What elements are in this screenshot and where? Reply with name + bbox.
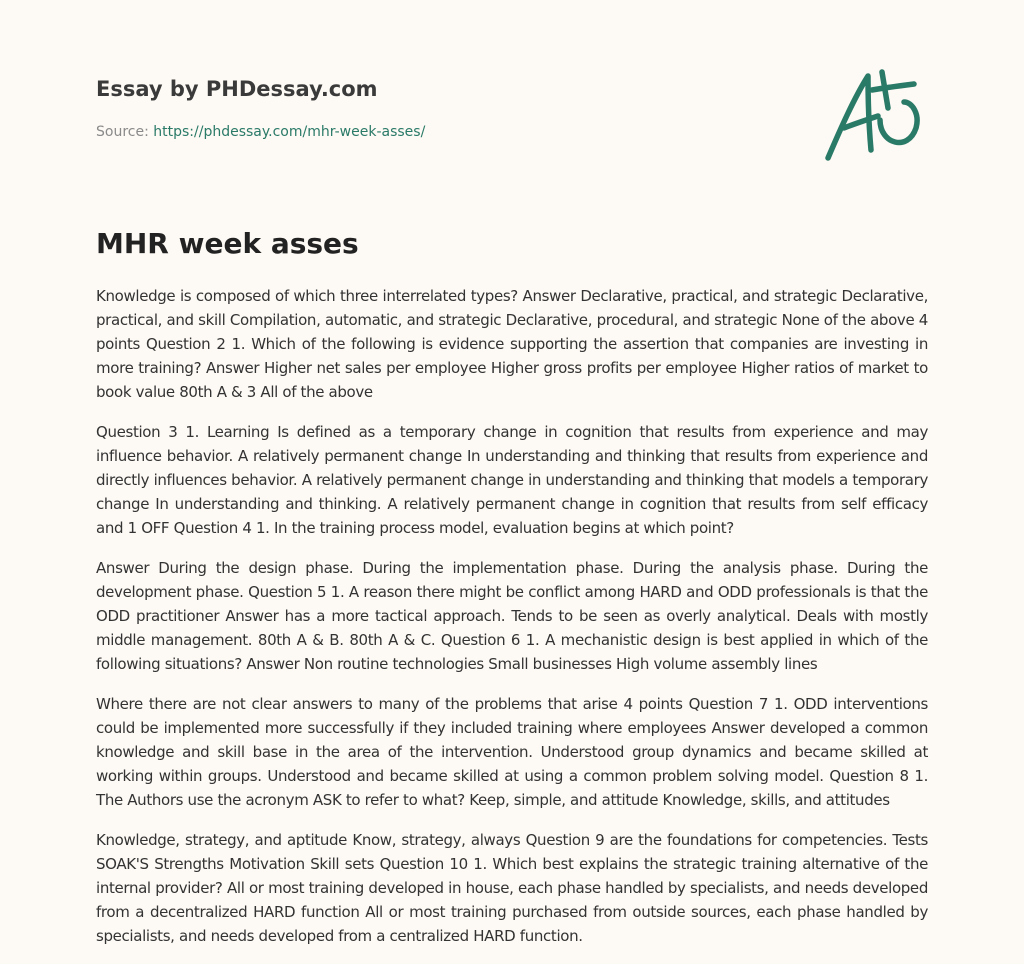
essay-paragraph: Knowledge, strategy, and aptitude Know, strategy, always Question 9 are the foundations for competencies. Tests SOAK'S Strengths Motivation Skill sets Question 10 1. Which best explains the strategic training alternative of the internal provider? All or most training developed in house, each phase handled by specialists, and needs developed from a decentralized HARD function All or most training purchased from outside sources, each phase handled by specialists, and needs developed from a centralized HARD function.: [96, 831, 928, 945]
a-plus-logo-icon: [822, 68, 928, 164]
site-title: Essay by PHDessay.com: [96, 77, 378, 101]
essay-paragraph: Question 3 1. Learning Is defined as a temporary change in cognition that results from experience and may influence behavior. A relatively permanent change In understanding and thinking that results from experience and directly influences behavior. A relatively permanent change in understanding and thinking that models a temporary change In understanding and thinking. A relatively permanent change in cognition that results from self efficacy and 1 OFF Question 4 1. In the training process model, evaluation begins at which point?: [96, 423, 928, 537]
essay-body: [96, 284, 928, 964]
document-page: [96, 0, 928, 945]
source-label: Source:: [96, 124, 154, 140]
essay-paragraph: Answer During the design phase. During the implementation phase. During the analysis phase. During the development phase. Question 5 1. A reason there might be conflict among HARD and ODD professionals is that the ODD practitioner Answer has a more tactical approach. Tends to be seen as overly analytical. Deals with mostly middle management. 80th A & B. 80th A & C. Question 6 1. A mechanistic design is best applied in which of the following situations? Answer Non routine technologies Small businesses High volume assembly lines: [96, 559, 928, 673]
essay-paragraph: Where there are not clear answers to many of the problems that arise 4 points Question 7 1. ODD interventions could be implemented more successfully if they included training where employees Answer developed a common knowledge and skill base in the area of the intervention. Understood group dynamics and became skilled at working within groups. Understood and became skilled at using a common problem solving model. Question 8 1. The Authors use the acronym ASK to refer to what? Keep, simple, and attitude Knowledge, skills, and attitudes: [96, 695, 928, 809]
source-link[interactable]: https://phdessay.com/mhr-week-asses/: [153, 124, 426, 140]
essay-title: MHR week asses: [96, 227, 359, 260]
source-line: [96, 124, 425, 140]
header: [96, 0, 928, 200]
essay-paragraph: Knowledge is composed of which three interrelated types? Answer Declarative, practical, and strategic Declarative, practical, and skill Compilation, automatic, and strategic Declarative, procedural, and strategic None of the above 4 points Question 2 1. Which of the following is evidence supporting the assertion that companies are investing in more training? Answer Higher net sales per employee Higher gross profits per employee Higher ratios of market to book value 80th A & 3 All of the above: [96, 287, 928, 401]
